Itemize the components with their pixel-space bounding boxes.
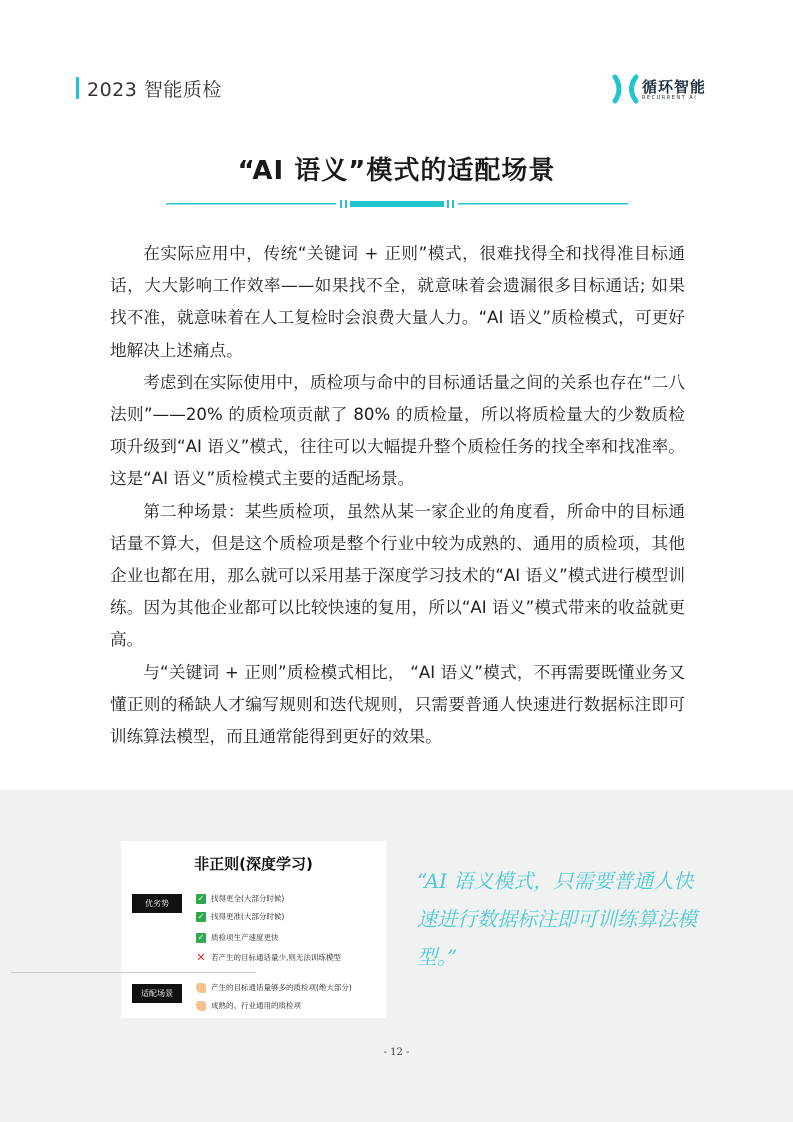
advantage-item-4 [196,952,341,963]
page-header [76,76,222,100]
header-title: 2023 智能质检 [87,78,222,101]
check-icon: ✓ [197,893,205,903]
header-accent-bar [76,77,79,99]
check-icon: ✓ [197,932,205,942]
card-title: 非正则(深度学习) [194,855,313,873]
page-number: - 12 - [383,1047,410,1058]
comparison-card [121,841,386,1018]
paragraph-1: 在实际应用中，传统“关键词 + 正则”模式，很难找得全和找得准目标通话，大大影响工作效率——如果找不全，就意味着会遗漏很多目标通话; 如果找不准，就意味着在人工复检时会浪费大量人力。“AI 语义”质检模式，可更好地解决上述痛点。 [110,244,685,360]
advantage-text-4: 若产生的目标通话量少,则无法训练模型 [211,953,341,962]
pull-quote: “AI 语义模式，只需要普通人快速进行数据标注即可训练算法模型。” [417,869,697,969]
paragraph-3: 第二种场景：某些质检项，虽然从某一家企业的角度看，所命中的目标通话量不算大，但是这个质检项是整个行业中较为成熟的、通用的质检项，其他企业也都在用，那么就可以采用基于深度学习技术的“AI 语义”模式进行模型训练。因为其他企业都可以比较快速的复用，所以“AI 语义”模式带来的收益就更高。 [110,501,685,650]
check-icon: ✓ [197,911,205,921]
thumb-icon [196,1001,206,1011]
logo-english-text: RECURRENT AI [642,95,698,101]
scenario-item-2 [196,1000,301,1011]
logo-mark-icon [612,74,640,104]
advantage-text-3: 质检项生产速度更快 [211,933,279,942]
body-text [110,238,685,753]
advantages-label: 优劣势 [132,894,182,913]
advantage-text-1: 找得更全(大部分时候) [211,894,285,903]
paragraph-2: 考虑到在实际使用中，质检项与命中的目标通话量之间的关系也存在“二八法则”——20% 的质检项贡献了 80% 的质检量，所以将质检量大的少数质检项升级到“AI 语义”模式，往往可以大幅提升整个质检任务的找全率和找准率。这是“AI 语义”质检模式主要的适配场景。 [110,372,685,489]
scenario-item-1 [196,982,352,993]
scenario-text-1: 产生的目标通话量够多的质检项(绝大部分) [211,983,352,992]
advantage-item-2 [196,911,284,922]
page-title: “AI 语义”模式的适配场景 [237,156,556,186]
cross-icon: ✕ [196,950,206,964]
advantage-item-1 [196,893,284,904]
company-logo [612,74,722,104]
scenario-text-2: 成熟的、行业通用的质检项 [211,1001,301,1010]
thumb-icon [196,983,206,993]
paragraph-4: 与“关键词 + 正则”质检模式相比， “AI 语义”模式，不再需要既懂业务又懂正则的稀缺人才编写规则和迭代规则，只需要普通人快速进行数据标注即可训练算法模型，而且通常能得到更好的效果。 [110,662,685,747]
logo-chinese-text: 循环智能 [642,78,707,96]
advantage-item-3 [196,932,279,943]
advantage-text-2: 找得更准(大部分时候) [211,912,285,921]
scenarios-label: 适配场景 [132,984,182,1003]
card-separator [11,972,256,973]
title-divider [166,196,628,212]
